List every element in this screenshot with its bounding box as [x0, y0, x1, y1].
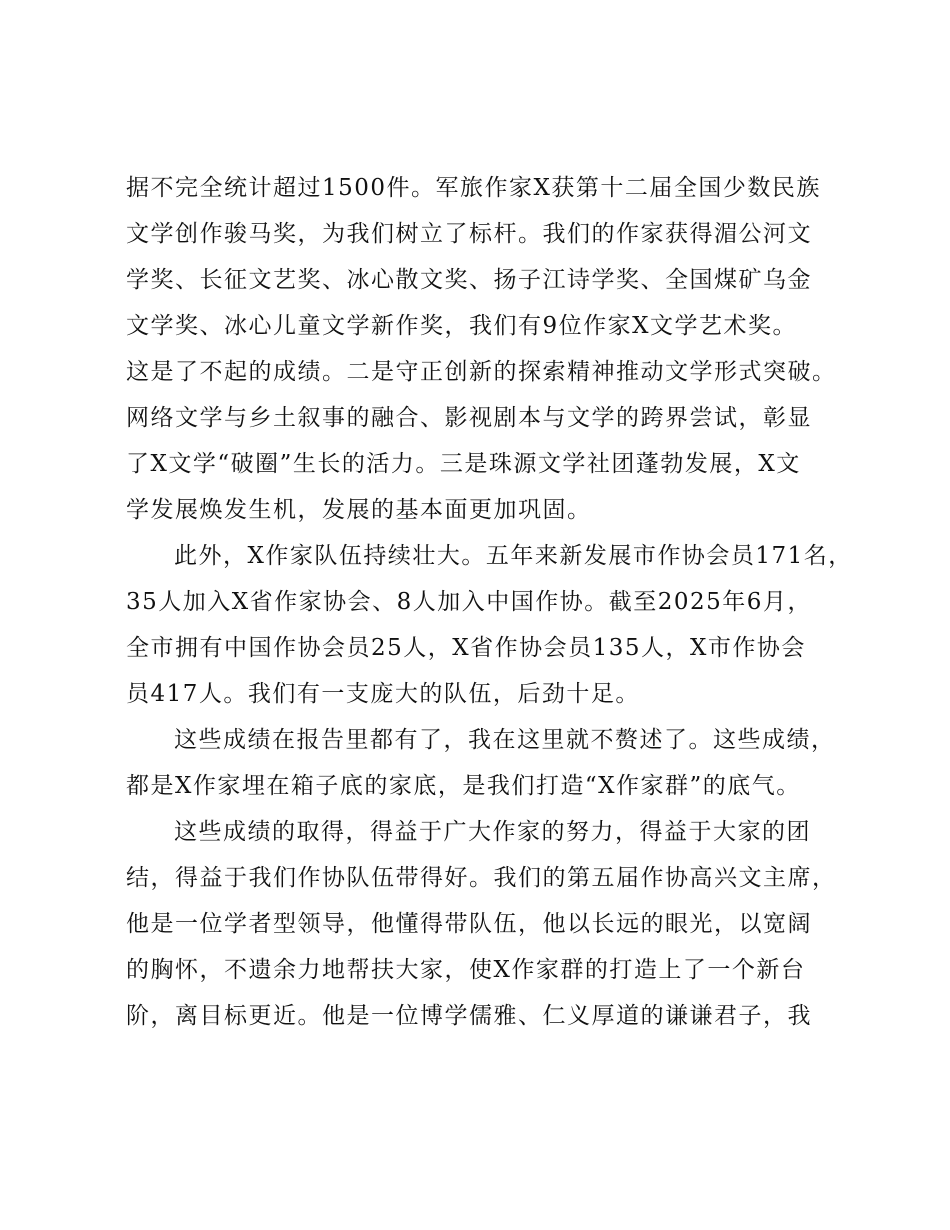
text-line: 他是一位学者型领导，他懂得带队伍，他以长远的眼光，以宽阔	[126, 911, 812, 937]
paragraph-start-line: 这些成绩的取得，得益于广大作家的努力，得益于大家的团	[174, 819, 811, 845]
text-line: 网络文学与乡土叙事的融合、影视剧本与文学的跨界尝试，彰显	[126, 405, 812, 431]
text-line: 据不完全统计超过1500件。军旅作家X获第十二届全国少数民族	[126, 175, 821, 201]
paragraph-start-line: 此外，X作家队伍持续壮大。五年来新发展市作协会员171名，	[174, 543, 853, 569]
text-line: 员417人。我们有一支庞大的队伍，后劲十足。	[126, 681, 640, 707]
text-line: 这是了不起的成绩。二是守正创新的探索精神推动文学形式突破。	[126, 359, 837, 385]
text-line: 文学奖、冰心儿童文学新作奖，我们有9位作家X文学艺术奖。	[126, 313, 798, 339]
text-line: 的胸怀，不遗余力地帮扶大家，使X作家群的打造上了一个新台	[126, 957, 806, 983]
text-line: 都是X作家埋在箱子底的家底，是我们打造“X作家群”的底气。	[126, 773, 801, 799]
paragraph-start-line: 这些成绩在报告里都有了，我在这里就不赘述了。这些成绩，	[174, 727, 836, 753]
text-line: 35人加入X省作家协会、8人加入中国作协。截至2025年6月，	[126, 589, 812, 615]
text-line: 了X文学“破圈”生长的活力。三是珠源文学社团蓬勃发展，X文	[126, 451, 801, 477]
text-line: 学发展焕发生机，发展的基本面更加巩固。	[126, 497, 592, 523]
text-line: 学奖、长征文艺奖、冰心散文奖、扬子江诗学奖、全国煤矿乌金	[126, 267, 812, 293]
body-text	[126, 165, 853, 1039]
text-line: 文学创作骏马奖，为我们树立了标杆。我们的作家获得湄公河文	[126, 221, 812, 247]
text-line: 阶，离目标更近。他是一位博学儒雅、仁义厚道的谦谦君子，我	[126, 1003, 812, 1029]
text-line: 结，得益于我们作协队伍带得好。我们的第五届作协高兴文主席，	[126, 865, 837, 891]
text-line: 全市拥有中国作协会员25人，X省作协会员135人，X市作协会	[126, 635, 806, 661]
